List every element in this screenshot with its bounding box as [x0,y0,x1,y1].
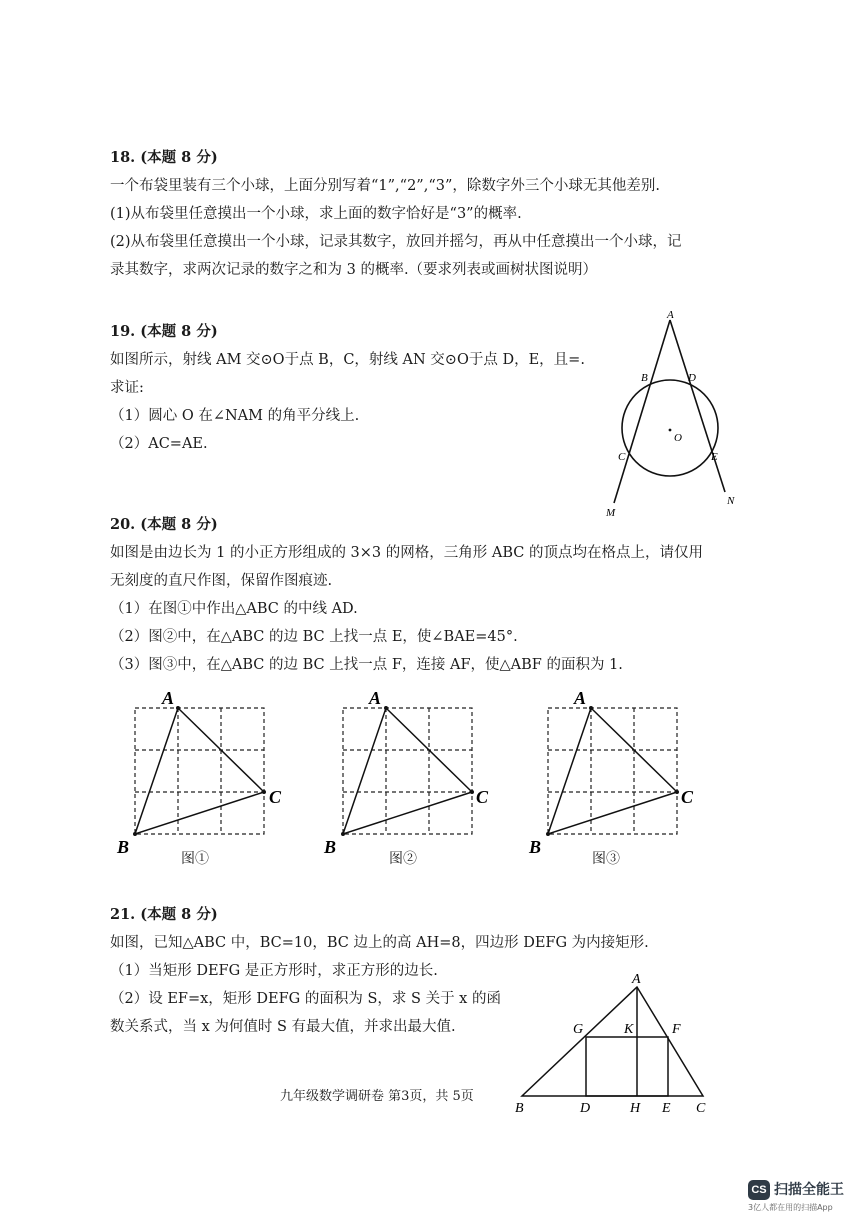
ray-an [670,320,725,492]
label-n: N [727,495,735,507]
q18-heading: 18. (本题 8 分) [110,149,218,166]
caption-fig-2: 图② [389,851,417,867]
scanner-watermark [748,1180,860,1220]
label-b: B [529,837,542,857]
triangle-abc [343,708,472,834]
label-k: K [624,1022,634,1037]
caption-fig-3: 图③ [592,851,620,867]
page-footer: 九年级数学调研卷 第3页，共 5页 [280,1089,474,1104]
q21-text-2: （1）当矩形 DEFG 是正方形时，求正方形的边长. [110,963,438,979]
label-b: B [324,837,337,857]
triangle-abc [548,708,677,834]
q21-text-3: （2）设 EF=x，矩形 DEFG 的面积为 S，求 S 关于 x 的函 [110,991,501,1007]
label-h: H [630,1101,641,1116]
q19-heading: 19. (本题 8 分) [110,323,218,340]
q20-text-4: （2）图②中，在△ABC 的边 BC 上找一点 E，使∠BAE=45°. [110,629,518,645]
label-m: M [606,507,616,519]
caption-fig-1: 图① [181,851,209,867]
q20-text-5: （3）图③中，在△ABC 的边 BC 上找一点 F，连接 AF，使△ABF 的面积为 1. [110,657,623,673]
grid-3x3 [343,708,472,834]
q20-figure-3 [523,685,713,860]
q18-text-1: 一个布袋里装有三个小球，上面分别写着“1”,“2”,“3”，除数字外三个小球无其他差别. [110,178,660,194]
q20-text-1: 如图是由边长为 1 的小正方形组成的 3×3 的网格，三角形 ABC 的顶点均在格点上，请仅用 [110,545,703,561]
label-a: A [162,688,175,708]
label-c: C [681,787,694,807]
q20-text-2: 无刻度的直尺作图，保留作图痕迹. [110,573,333,589]
label-a: A [369,688,382,708]
q21-heading: 21. (本题 8 分) [110,906,218,923]
q21-text-4: 数关系式，当 x 为何值时 S 有最大值，并求出最大值. [110,1019,456,1035]
q20-figure-2 [318,685,508,860]
label-b: B [515,1101,524,1116]
q19-text-2: 求证: [110,380,144,396]
q19-text-4: （2）AC=AE. [110,436,208,452]
label-f: F [672,1022,681,1037]
brand-name: 扫描全能王 [774,1182,844,1198]
label-d: D [688,372,696,384]
q18-text-2: (1)从布袋里任意摸出一个小球，求上面的数字恰好是“3”的概率. [110,206,522,222]
q19-text-1: 如图所示，射线 AM 交⊙O于点 B，C，射线 AN 交⊙O于点 D，E，且=. [110,352,585,368]
label-a: A [574,688,587,708]
q19-figure [595,305,745,525]
grid-3x3 [548,708,677,834]
label-e: E [662,1101,671,1116]
q21-text-1: 如图，已知△ABC 中，BC=10，BC 边上的高 AH=8，四边形 DEFG 为内接矩形. [110,935,649,951]
label-a: A [667,309,674,321]
q20-heading: 20. (本题 8 分) [110,516,218,533]
q20-figure-1 [110,685,300,860]
q19-text-3: （1）圆心 O 在∠NAM 的角平分线上. [110,408,360,424]
cs-logo-icon: CS [748,1180,770,1200]
brand-tagline: 3亿人都在用的扫描App [748,1203,833,1212]
triangle-abc [522,987,703,1096]
label-a: A [632,972,641,987]
label-c: C [696,1101,706,1116]
label-d: D [580,1101,591,1116]
q18-text-4: 录其数字，求两次记录的数字之和为 3 的概率.（要求列表或画树状图说明） [110,262,598,278]
center-o-point [669,429,672,432]
label-b: B [117,837,130,857]
rectangle-defg [586,1037,668,1096]
label-g: G [573,1022,584,1037]
q20-text-3: （1）在图①中作出△ABC 的中线 AD. [110,601,358,617]
label-c: C [618,451,626,463]
grid-3x3 [135,708,264,834]
label-b: B [641,372,648,384]
triangle-abc [135,708,264,834]
label-c: C [269,787,282,807]
label-e: E [711,451,718,463]
q21-figure [510,965,720,1120]
label-o: O [674,432,682,444]
q18-text-3: (2)从布袋里任意摸出一个小球，记录其数字，放回并摇匀，再从中任意摸出一个小球，记 [110,234,682,250]
label-c: C [476,787,489,807]
